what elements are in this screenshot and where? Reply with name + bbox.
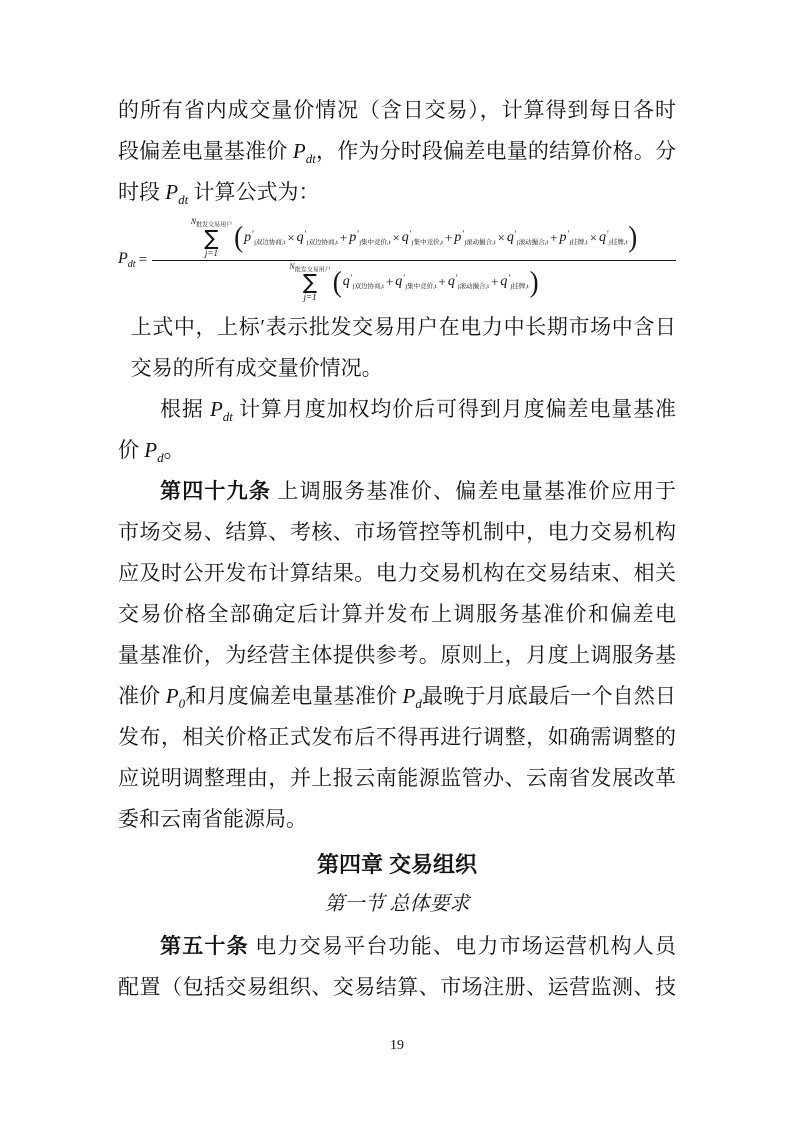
bold-article-number: 第四十九条	[160, 480, 272, 503]
math-variable: $P_{dt}$	[209, 397, 233, 425]
text-run: 市场交易、结算、考核、市场管控等机制中，电力交易机构	[118, 520, 676, 544]
text-line	[118, 307, 676, 348]
fraction-numerator	[190, 218, 639, 258]
text-line	[118, 131, 676, 172]
formula-lhs: $P_{dt}$	[118, 249, 136, 271]
formula-term: q ′ j滚动撮合,t	[506, 228, 549, 246]
prime-mark: ′	[462, 228, 465, 239]
text-run: 上式中，上标′表示批发交易用户在电力中长期市场中含日	[130, 315, 676, 339]
fraction	[152, 218, 676, 302]
prime-mark: ′	[455, 273, 458, 284]
text-line	[118, 348, 676, 389]
text-run: 交易的所有成交量价情况。	[130, 356, 383, 380]
text-line	[118, 717, 676, 758]
text-run: 最晚于月底最后一个自然日	[421, 684, 677, 708]
text-run: 应及时公开发布计算结果。电力交易机构在交易结束、相关	[118, 561, 676, 585]
text-run: 计算月度加权均价后可得到月度偏差电量基准	[232, 397, 677, 421]
text-line	[118, 430, 676, 471]
text-run: 配置（包括交易组织、交易结算、市场注册、运营监测、技	[118, 975, 676, 999]
formula-term: q ′ j集中竞价,t	[395, 273, 437, 291]
prime-mark: ′	[567, 228, 570, 239]
close-paren: )	[529, 265, 539, 298]
fraction-denominator	[288, 263, 539, 303]
text-line	[118, 799, 676, 840]
formula-term: p ′ j集中竞价,t	[349, 228, 391, 246]
document-body	[118, 90, 676, 1008]
sum-upper-limit: $N_{批发交易用户}$	[190, 216, 233, 229]
prime-mark: ′	[607, 228, 610, 239]
times-operator: ×	[287, 229, 295, 245]
prime-mark: ′	[514, 228, 517, 239]
math-variable: $P_{dt}$	[292, 139, 316, 167]
formula-term: p ′ j双边协商,t	[244, 228, 286, 246]
open-paren: (	[234, 220, 244, 254]
formula-term: q ′ j双边协商,t	[342, 273, 384, 291]
text-line	[118, 635, 676, 676]
text-run: 和月度偏差电量基准价	[185, 684, 403, 708]
math-variable: $P_d$	[402, 684, 422, 712]
formula-term: q ′ j挂牌,t	[500, 273, 529, 291]
formula-term: q ′ j滚动撮合,t	[447, 273, 490, 291]
math-variable: $P_0$	[165, 684, 186, 712]
formula-deviation-price-pdt	[118, 214, 676, 306]
text-run: 价	[118, 438, 145, 462]
prime-mark: ′	[357, 228, 360, 239]
sum-lower-limit: j=1	[303, 292, 317, 303]
text-line	[118, 172, 676, 213]
math-variable: $P_d$	[144, 438, 164, 466]
text-run: 应说明调整理由，并上报云南能源监管办、云南省发展改革	[118, 766, 676, 790]
formula-term: p ′ j挂牌,t	[559, 228, 588, 246]
text-line	[118, 512, 676, 553]
text-run: 上调服务基准价、偏差电量基准价应用于	[271, 479, 677, 503]
text-run: 交易价格全部确定后计算并发布上调服务基准价和偏差电	[118, 602, 676, 626]
summation-operator	[191, 218, 232, 258]
plus-operator: +	[445, 229, 453, 245]
text-run: 根据	[160, 397, 210, 421]
prime-mark: ′	[304, 228, 307, 239]
math-variable: $P_{dt}$	[165, 180, 189, 208]
prime-mark: ′	[252, 228, 255, 239]
sum-lower-limit: j=1	[204, 247, 218, 258]
text-run: 的所有省内成交量价情况（含日交易），计算得到每日各时	[118, 98, 676, 122]
equals-sign: =	[138, 251, 148, 268]
plus-operator: +	[550, 229, 558, 245]
text-line	[118, 389, 676, 430]
text-run: 委和云南省能源局。	[118, 807, 307, 831]
page-number: 19	[390, 1038, 404, 1053]
text-run: ，作为分时段偏差电量的结算价格。分	[315, 139, 677, 163]
prime-mark: ′	[508, 273, 511, 284]
text-run: 电力交易平台功能、电力市场运营机构人员	[248, 934, 677, 958]
chapter-heading: 第四章 交易组织	[316, 852, 478, 877]
text-run: 时段	[118, 180, 166, 204]
sum-upper-limit: $N_{批发交易用户}$	[289, 261, 331, 274]
bold-article-number: 第五十条	[160, 935, 249, 958]
text-run: 计算公式为：	[188, 180, 320, 204]
text-line	[118, 471, 676, 512]
plus-operator: +	[339, 229, 348, 245]
text-line	[118, 90, 676, 131]
plus-operator: +	[438, 274, 446, 290]
formula-term: q ′ j集中竞价,t	[401, 228, 444, 246]
text-line	[118, 926, 676, 967]
sigma-symbol: ∑	[204, 225, 219, 250]
sigma-symbol: ∑	[302, 270, 318, 295]
formula-term: p ′ j滚动撮合,t	[454, 228, 496, 246]
times-operator: ×	[589, 229, 598, 245]
text-line	[118, 594, 676, 635]
text-run: 。	[163, 438, 185, 462]
text-run: 准价	[118, 684, 166, 708]
formula-term: q ′ j双边协商,t	[296, 228, 338, 246]
text-run: 量基准价，为经营主体提供参考。原则上，月度上调服务基	[118, 643, 676, 667]
text-run: 发布，相关价格正式发布后不得再进行调整，如确需调整的	[118, 725, 676, 749]
summation-operator	[289, 263, 330, 303]
text-line	[118, 553, 676, 594]
prime-mark: ′	[350, 273, 353, 284]
plus-operator: +	[385, 274, 394, 290]
formula-term: q ′ j挂牌,t	[599, 228, 628, 246]
text-line	[118, 967, 676, 1008]
close-paren: )	[628, 220, 638, 254]
text-line	[118, 758, 676, 799]
times-operator: ×	[392, 229, 400, 245]
plus-operator: +	[491, 274, 499, 290]
times-operator: ×	[497, 229, 505, 245]
prime-mark: ′	[403, 273, 406, 284]
section-heading: 第一节 总体要求	[324, 893, 470, 915]
text-run: 段偏差电量基准价	[118, 139, 293, 163]
prime-mark: ′	[409, 228, 412, 239]
text-line	[118, 676, 676, 717]
fraction-bar	[152, 260, 676, 261]
open-paren: (	[332, 265, 342, 298]
